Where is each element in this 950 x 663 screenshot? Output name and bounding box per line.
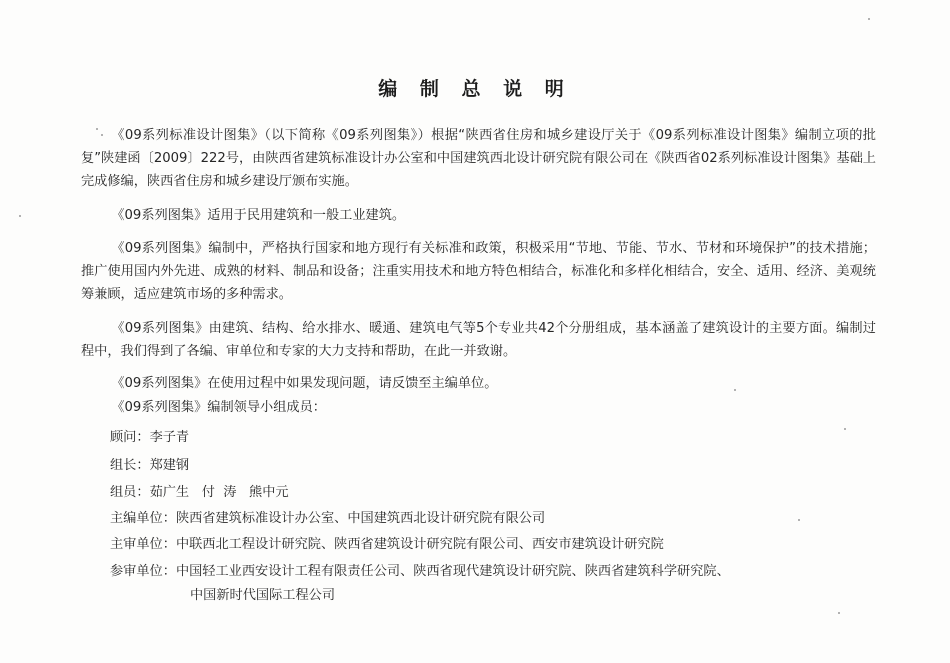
co-reviewer-units-continued: 中国新时代国际工程公司 bbox=[190, 588, 336, 603]
chief-editor-line bbox=[110, 507, 545, 526]
leader-name: 郑建钢 bbox=[149, 458, 190, 473]
paragraph-composition: 《09系列图集》由建筑、结构、给水排水、暖通、建筑电气等5个专业共42个分册组成，基本涵盖了建筑设计的主要方面。编制过程中，我们得到了各编、审单位和专家的大力支持和帮助，在此一并致谢。 bbox=[81, 321, 876, 360]
scan-speck bbox=[868, 18, 870, 20]
page-title: 编 制 总 说 明 bbox=[378, 78, 572, 100]
members-line bbox=[110, 481, 289, 500]
paragraph-scope: 《09系列图集》适用于民用建筑和一般工业建筑。 bbox=[111, 208, 406, 223]
scan-speck bbox=[798, 519, 800, 521]
leader-line bbox=[110, 454, 189, 473]
members-names: 茹广生 付 涛 熊中元 bbox=[149, 485, 289, 500]
paragraph-feedback: 《09系列图集》在使用过程中如果发现问题，请反馈至主编单位。 bbox=[111, 376, 498, 391]
advisor-label: 顾问： bbox=[110, 430, 150, 445]
paragraph-principles: 《09系列图集》编制中，严格执行国家和地方现行有关标准和政策，积极采用“节地、节能、节水、节材和环境保护”的技术措施；推广使用国内外先进、成熟的材料、制品和设备；注重实用技术和地方特色相结合，标准化和多样化相结合，安全、适用、经济、美观统筹兼顾，适应建筑市场的多种需求。 bbox=[81, 241, 876, 303]
co-reviewer-line bbox=[110, 560, 730, 579]
chief-reviewer-units: 中联西北工程设计研究院、陕西省建筑设计研究院有限公司、西安市建筑设计研究院 bbox=[175, 537, 664, 552]
leader-label: 组长： bbox=[110, 458, 150, 473]
scan-speck bbox=[838, 612, 840, 614]
advisor-name: 李子青 bbox=[149, 430, 190, 445]
scan-speck bbox=[734, 389, 736, 391]
paragraph-team-heading: 《09系列图集》编制领导小组成员： bbox=[111, 400, 326, 415]
members-label: 组员： bbox=[110, 485, 150, 500]
scan-speck bbox=[19, 215, 21, 217]
chief-editor-label: 主编单位： bbox=[110, 511, 176, 526]
chief-editor-units: 陕西省建筑标准设计办公室、中国建筑西北设计研究院有限公司 bbox=[175, 511, 546, 526]
scan-speck bbox=[844, 428, 846, 430]
advisor-line bbox=[110, 426, 189, 445]
scan-speck bbox=[101, 134, 103, 136]
chief-reviewer-line bbox=[110, 533, 664, 552]
co-reviewer-label: 参审单位： bbox=[110, 564, 176, 579]
co-reviewer-units: 中国轻工业西安设计工程有限责任公司、陕西省现代建筑设计研究院、陕西省建筑科学研究院、 bbox=[175, 564, 730, 579]
chief-reviewer-label: 主审单位： bbox=[110, 537, 176, 552]
paragraph-intro: 《09系列标准设计图集》（以下简称《09系列图集》）根据“陕西省住房和城乡建设厅关于《09系列标准设计图集》编制立项的批复”陕建函〔2009〕222号，由陕西省建筑标准设计办公室和中国建筑西北设计研究院有限公司在《陕西省02系列标准设计图集》基础上完成修编，陕西省住房和城乡建设厅颁布实施。 bbox=[81, 128, 876, 190]
scan-speck bbox=[96, 128, 98, 130]
